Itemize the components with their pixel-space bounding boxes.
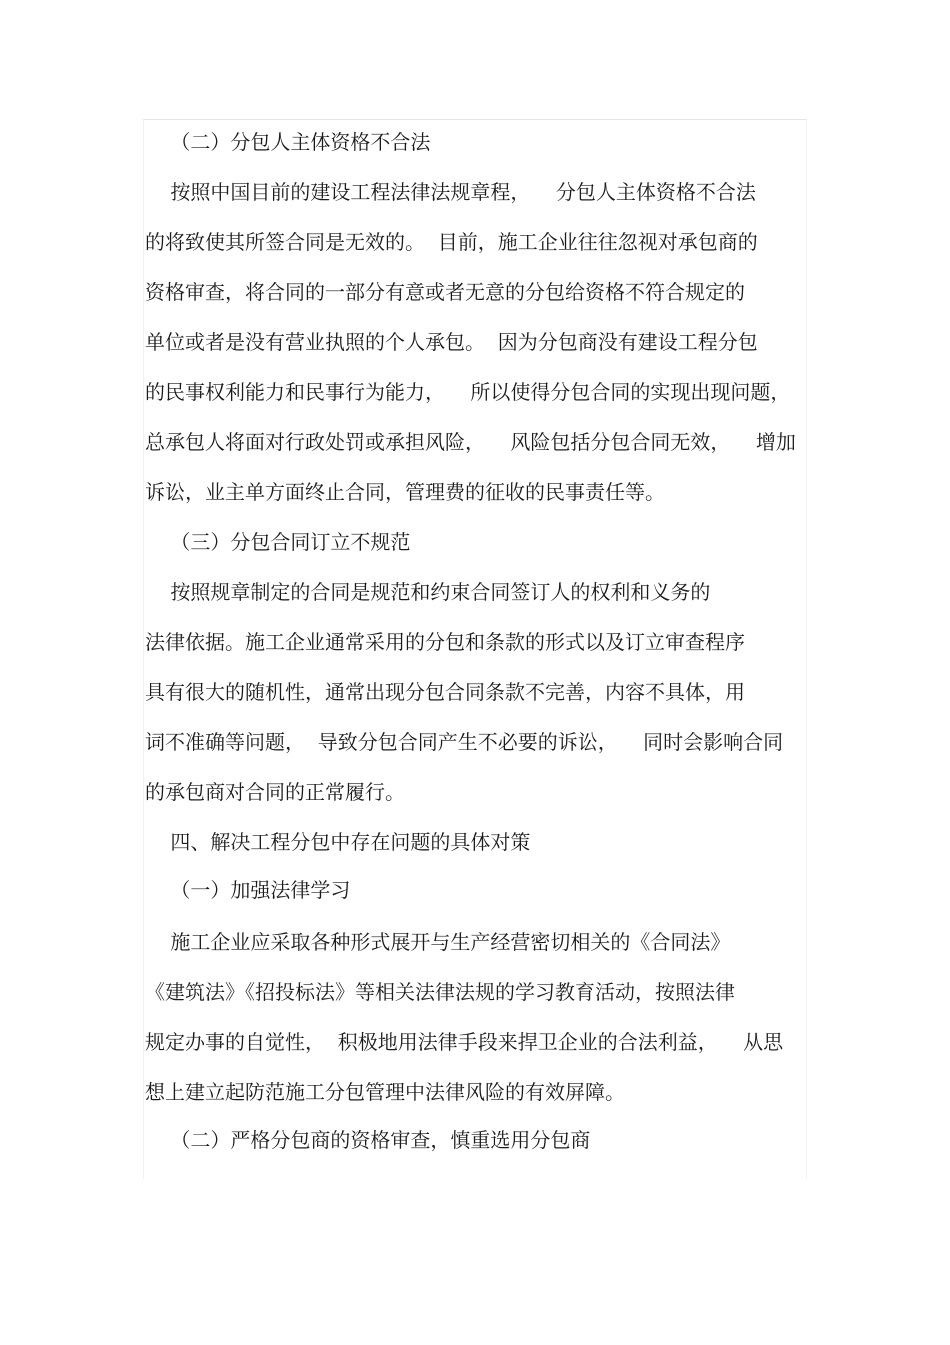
- paragraph-line: 按照中国目前的建设工程法律法规章程， 分包人主体资格不合法: [145, 180, 756, 204]
- paragraph-line: 资格审查，将合同的一部分有意或者无意的分包给资格不符合规定的: [145, 280, 745, 304]
- paragraph-line: 总承包人将面对行政处罚或承担风险， 风险包括分包合同无效， 增加: [145, 430, 796, 454]
- section-heading-2: （二）分包人主体资格不合法: [145, 130, 431, 154]
- section-heading-4-2: （二）严格分包商的资格审查，慎重选用分包商: [145, 1128, 591, 1152]
- paragraph-line: 《建筑法》《招投标法》等相关法律法规的学习教育活动，按照法律: [145, 980, 735, 1004]
- section-heading-4-1: （一）加强法律学习: [145, 878, 351, 902]
- chapter-heading-4: 四、解决工程分包中存在问题的具体对策: [145, 830, 531, 854]
- paragraph-line: 的承包商对合同的正常履行。: [145, 780, 405, 804]
- paragraph-line: 规定办事的自觉性， 积极地用法律手段来捍卫企业的合法利益， 从思: [145, 1030, 784, 1054]
- paragraph-line: 想上建立起防范施工分包管理中法律风险的有效屏障。: [145, 1080, 625, 1104]
- paragraph-line: 诉讼，业主单方面终止合同，管理费的征收的民事责任等。: [145, 480, 665, 504]
- paragraph-line: 按照规章制定的合同是规范和约束合同签订人的权利和义务的: [145, 580, 711, 604]
- paragraph-line: 单位或者是没有营业执照的个人承包。 因为分包商没有建设工程分包: [145, 330, 758, 354]
- paragraph-line: 的将致使其所签合同是无效的。 目前，施工企业往往忽视对承包商的: [145, 230, 758, 254]
- paragraph-line: 具有很大的随机性，通常出现分包合同条款不完善，内容不具体，用: [145, 680, 745, 704]
- section-heading-3: （三）分包合同订立不规范: [145, 530, 411, 554]
- paragraph-line: 词不准确等问题， 导致分包合同产生不必要的诉讼， 同时会影响合同: [145, 730, 784, 754]
- paragraph-line: 的民事权利能力和民事行为能力， 所以使得分包合同的实现出现问题，: [145, 380, 791, 404]
- paragraph-line: 法律依据。施工企业通常采用的分包和条款的形式以及订立审查程序: [145, 630, 745, 654]
- paragraph-line: 施工企业应采取各种形式展开与生产经营密切相关的《合同法》: [145, 930, 731, 954]
